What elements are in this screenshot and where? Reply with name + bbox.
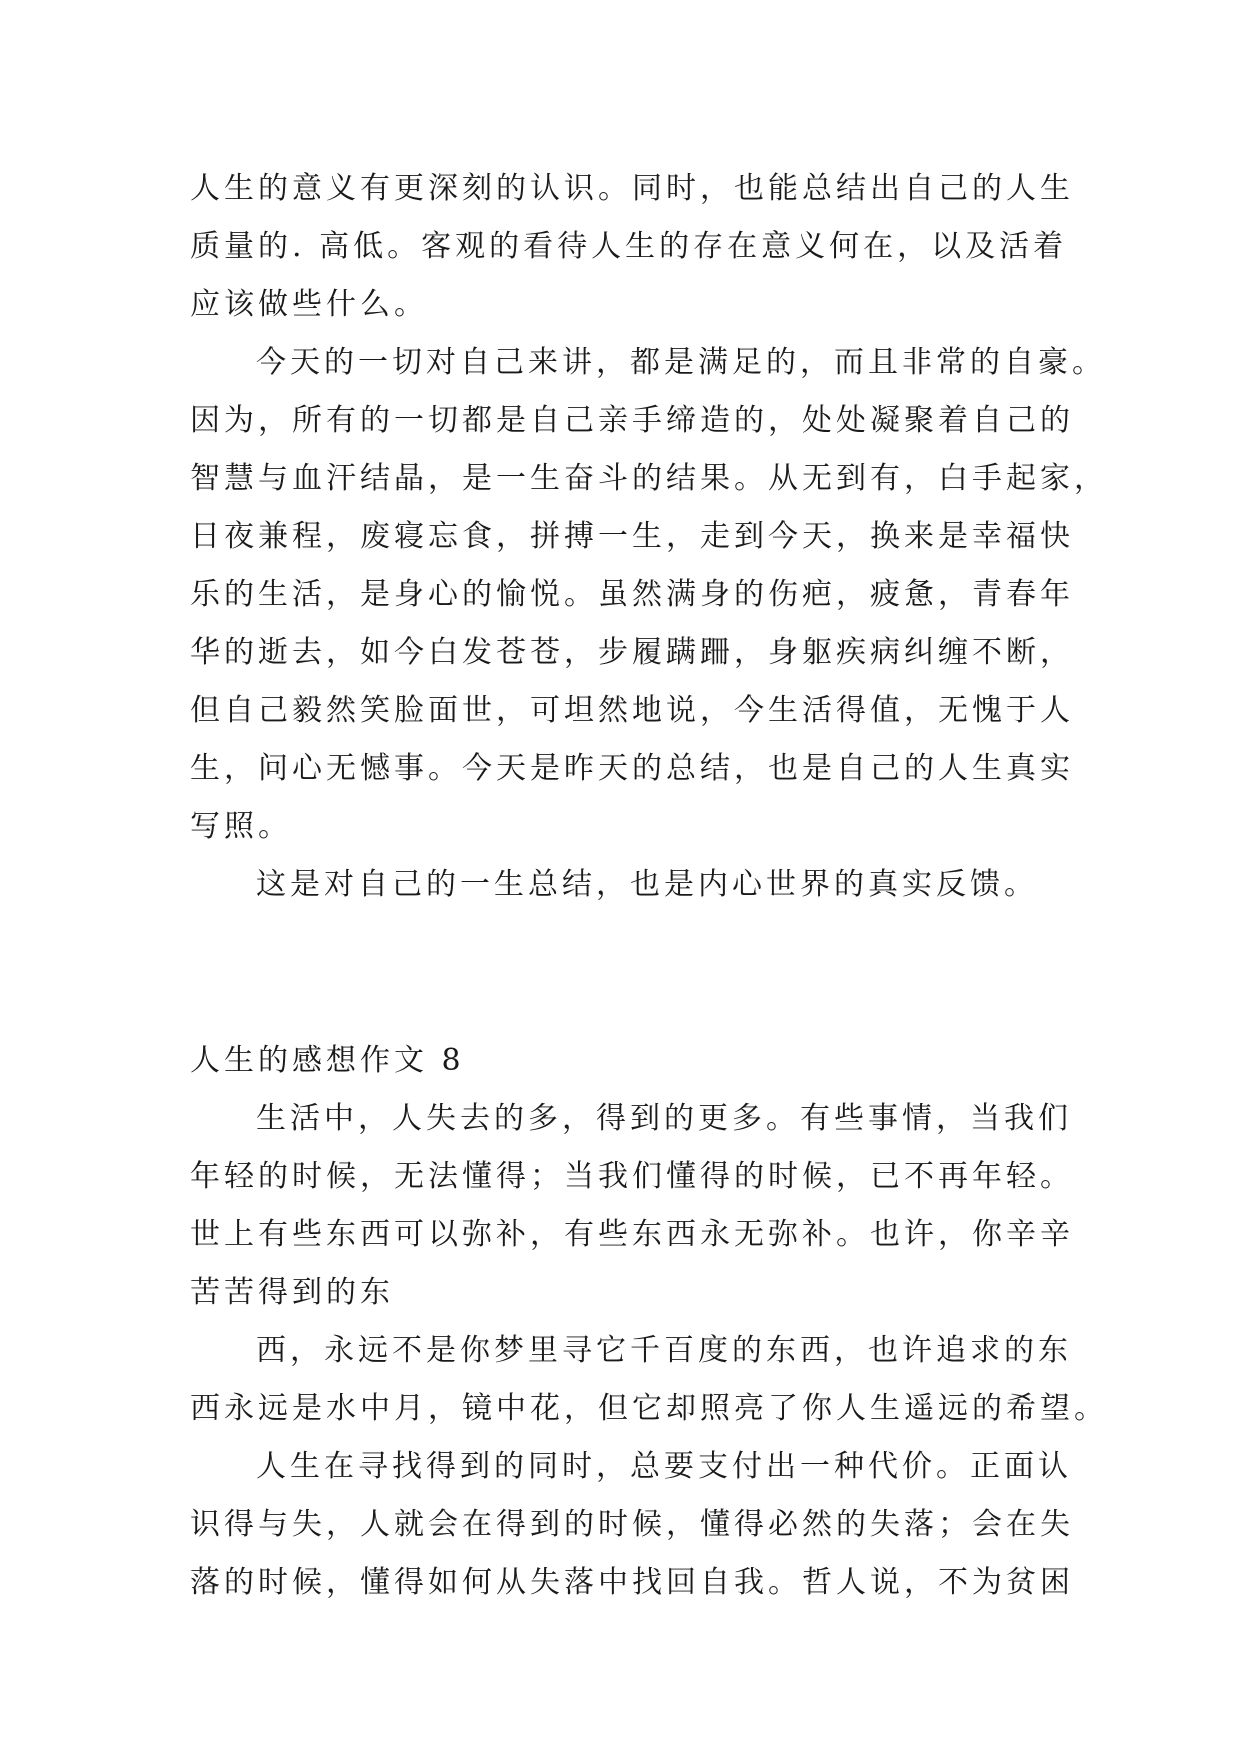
text-line: 智慧与血汗结晶，是一生奋斗的结果。从无到有，白手起家， [190,461,1108,496]
paragraph-continuation-1 [190,160,1074,334]
text-line: 生，问心无憾事。今天是昨天的总结，也是自己的人生真实 [190,751,1074,786]
text-line: 这是对自己的一生总结，也是内心世界的真实反馈。 [256,867,1038,902]
text-line: 人生在寻找得到的同时，总要支付出一种代价。正面认 [256,1449,1072,1484]
paragraph-4 [190,1090,1074,1322]
section-title: 人生的感想作文 8 [190,1043,465,1078]
text-line: 识得与失，人就会在得到的时候，懂得必然的失落；会在失 [190,1507,1074,1542]
text-line: 日夜兼程，废寝忘食，拼搏一生，走到今天，换来是幸福快 [190,519,1074,554]
text-line: 今天的一切对自己来讲，都是满足的，而且非常的自豪。 [256,345,1106,380]
text-line: 乐的生活，是身心的愉悦。虽然满身的伤疤，疲惫，青春年 [190,577,1074,612]
text-line: 苦苦得到的东 [190,1275,394,1310]
text-line: 但自己毅然笑脸面世，可坦然地说，今生活得值，无愧于人 [190,693,1074,728]
paragraph-5 [190,1322,1108,1438]
paragraph-3 [190,856,1060,914]
text-line: 落的时候，懂得如何从失落中找回自我。哲人说，不为贫困 [190,1565,1074,1600]
text-line: 西永远是水中月，镜中花，但它却照亮了你人生遥远的希望。 [190,1391,1108,1426]
text-line: 生活中，人失去的多，得到的更多。有些事情，当我们 [256,1101,1072,1136]
document-body [190,160,1108,1612]
paragraph-2 [190,334,1108,856]
text-line: 人生的意义有更深刻的认识。同时，也能总结出自己的人生 [190,171,1074,206]
text-line: 年轻的时候，无法懂得；当我们懂得的时候，已不再年轻。 [190,1159,1074,1194]
text-line: 华的逝去，如今白发苍苍，步履蹒跚，身躯疾病纠缠不断， [190,635,1074,670]
text-line: 写照。 [190,809,292,844]
text-line: 应该做些什么。 [190,287,428,322]
text-line: 西，永远不是你梦里寻它千百度的东西，也许追求的东 [256,1333,1072,1368]
text-line: 质量的. 高低。客观的看待人生的存在意义何在，以及活着 [190,229,1068,264]
section-gap [190,914,1060,1032]
text-line: 世上有些东西可以弥补，有些东西永无弥补。也许，你辛辛 [190,1217,1074,1252]
text-line: 因为，所有的一切都是自己亲手缔造的，处处凝聚着自己的 [190,403,1074,438]
paragraph-6 [190,1438,1074,1612]
